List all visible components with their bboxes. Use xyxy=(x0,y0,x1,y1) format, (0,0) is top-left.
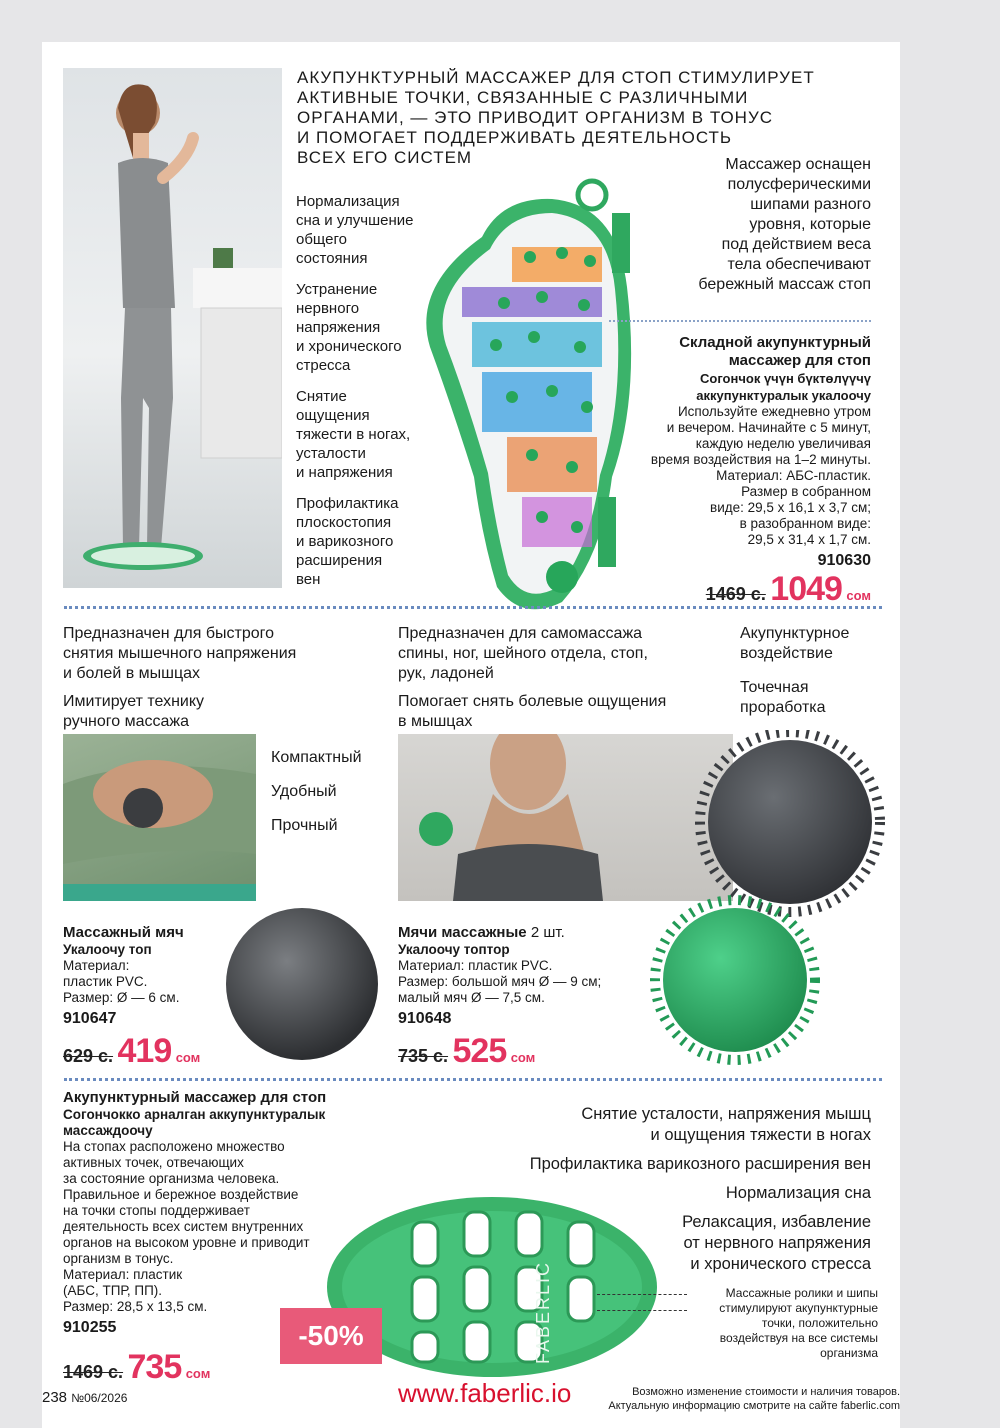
product-name: Складной акупунктурный xyxy=(679,334,871,351)
catalog-page xyxy=(42,42,900,1428)
qualities: Компактный Удобный Прочный xyxy=(271,749,362,834)
top-product-info xyxy=(582,334,871,570)
brand-label: FABERLIC xyxy=(533,1260,554,1365)
headline-line: АКУПУНКТУРНЫЙ МАССАЖЕР ДЛЯ СТОП СТИМУЛИРУЕТ xyxy=(297,68,815,87)
benefit-item: Нормализация сна и улучшение общего состояния xyxy=(296,193,414,267)
price: 735 xyxy=(127,1348,182,1386)
headline-line: АКТИВНЫЕ ТОЧКИ, СВЯЗАННЫЕ С РАЗЛИЧНЫМИ xyxy=(297,88,749,107)
massage-balls-price xyxy=(398,1032,535,1071)
product-name: Акупунктурный массажер для стоп xyxy=(63,1089,327,1106)
headline-line: ОРГАНАМИ, — ЭТО ПРИВОДИТ ОРГАНИЗМ В ТОНУС xyxy=(297,108,774,127)
top-headline xyxy=(297,68,887,168)
roller-massager-info xyxy=(63,1089,363,1337)
watermark: www.faberlic.io xyxy=(398,1378,572,1408)
roller-note: Массажные ролики и шипы стимулируют акупунктурные точки, положительно воздействуя на все системы организма xyxy=(719,1286,878,1360)
massage-ball-info xyxy=(63,924,243,1028)
product-name-kg: Согончок үчүн бүктөлүүчү xyxy=(699,371,871,386)
product-code: 910255 xyxy=(63,1319,117,1336)
product-name: Массажный мяч xyxy=(63,924,184,941)
leg-massage-photo xyxy=(63,734,256,901)
currency: сом xyxy=(175,1050,201,1065)
price: 419 xyxy=(117,1032,172,1070)
product-name-row xyxy=(398,924,658,942)
product-details: На стопах расположено множество активных точек, отвечающих за состояние организма человека. Правильное и бережное воздействие на точки стопы поддерживает деятельность всех систем внутренних органов на высоком уровне и приводит организм в тонус. Материал: пластик (АБС, ТПР, ПП). Размер: 28,5 х 13,5 см. xyxy=(63,1139,310,1314)
issue-number: №06/2026 xyxy=(71,1391,128,1405)
massage-ball-features: Предназначен для быстрого снятия мышечного напряжения и болей в мышцах Имитирует технику ручного массажа xyxy=(63,625,297,730)
benefit-item: Снятие ощущения тяжести в ногах, усталости и напряжения xyxy=(296,388,411,481)
product-name-kg: Согончокко арналган аккупунктуралык xyxy=(63,1107,326,1122)
massage-balls-info xyxy=(398,924,658,1028)
product-code: 910647 xyxy=(63,1010,117,1027)
roller-massager-price xyxy=(63,1348,210,1387)
disclaimer: Возможно изменение стоимости и наличия товаров. Актуальную информацию смотрите на сайте faberlic.com xyxy=(608,1386,900,1412)
product-details: Материал: пластик PVC. Размер: Ø — 6 см. xyxy=(63,958,180,1005)
section-divider xyxy=(64,1078,882,1081)
headline-line: ВСЕХ ЕГО СИСТЕМ xyxy=(297,148,473,167)
headline-line: И ПОМОГАЕТ ПОДДЕРЖИВАТЬ ДЕЯТЕЛЬНОСТЬ xyxy=(297,128,733,147)
old-price: 1469 с. xyxy=(63,1362,124,1382)
product-code: 910648 xyxy=(398,1010,452,1027)
product-code: 910630 xyxy=(817,552,871,569)
product-name-kg: массаждоочу xyxy=(63,1123,153,1138)
product-qty: 2 шт. xyxy=(530,924,565,941)
massage-balls-features: Предназначен для самомассажа спины, ног, шейного отдела, стоп, рук, ладоней Помогает снять болевые ощущения в мышцах xyxy=(398,625,667,730)
woman-photo xyxy=(63,68,282,588)
product-name-kg: Укалоочу топ xyxy=(63,942,152,957)
product-details: Материал: пластик PVC. Размер: большой мяч Ø — 9 см; малый мяч Ø — 7,5 см. xyxy=(398,958,602,1005)
product-name-kg: Укалоочу топтор xyxy=(398,942,510,957)
massage-ball-price xyxy=(63,1032,200,1071)
roller-benefits: Снятие усталости, напряжения мышц и ощущения тяжести в ногах Профилактика варикозного расширения вен Нормализация сна Релаксация, избавление от нервного напряжения и хронического стресса xyxy=(529,1105,871,1273)
section-divider xyxy=(64,606,882,609)
price: 1049 xyxy=(770,570,842,608)
divider-dotted xyxy=(609,320,871,322)
currency: сом xyxy=(510,1050,536,1065)
page-number: 238 xyxy=(42,1389,68,1406)
product-name: Мячи массажные xyxy=(398,924,527,941)
currency: сом xyxy=(846,588,871,603)
old-price: 735 с. xyxy=(398,1046,449,1066)
top-description: Массажер оснащен полусферическими шипами разного уровня, которые под действием веса тела обеспечивают бережный массаж стоп xyxy=(698,156,871,293)
page-footer-left xyxy=(42,1389,127,1406)
woman-illustration xyxy=(63,68,282,588)
product-details: Используйте ежедневно утром и вечером. Начинайте с 5 минут, каждую неделю увеличивая время воздействия на 1–2 минуты. Материал: АБС-пластик. Размер в собранном виде: 29,5 х 16,1 х 3,7 см; в разобранном виде: 29,5 х 31,4 х 1,7 см. xyxy=(650,404,871,547)
old-price: 629 с. xyxy=(63,1046,114,1066)
product-name-kg: аккупунктуралык укалоочу xyxy=(696,388,871,403)
benefit-item: Профилактика плоскостопия и варикозного расширения вен xyxy=(296,495,399,588)
massage-balls-tags: Акупунктурное воздействие Точечная проработка xyxy=(740,625,850,716)
spiky-balls-image xyxy=(650,730,885,1130)
massage-ball-image xyxy=(222,904,382,1064)
discount-badge: -50% xyxy=(280,1308,382,1364)
top-price xyxy=(642,570,871,609)
currency: сом xyxy=(185,1366,211,1381)
old-price: 1469 с. xyxy=(705,584,766,604)
price: 525 xyxy=(452,1032,507,1070)
benefit-item: Устранение нервного напряжения и хронического стресса xyxy=(296,281,402,374)
product-name: массажер для стоп xyxy=(728,352,871,369)
